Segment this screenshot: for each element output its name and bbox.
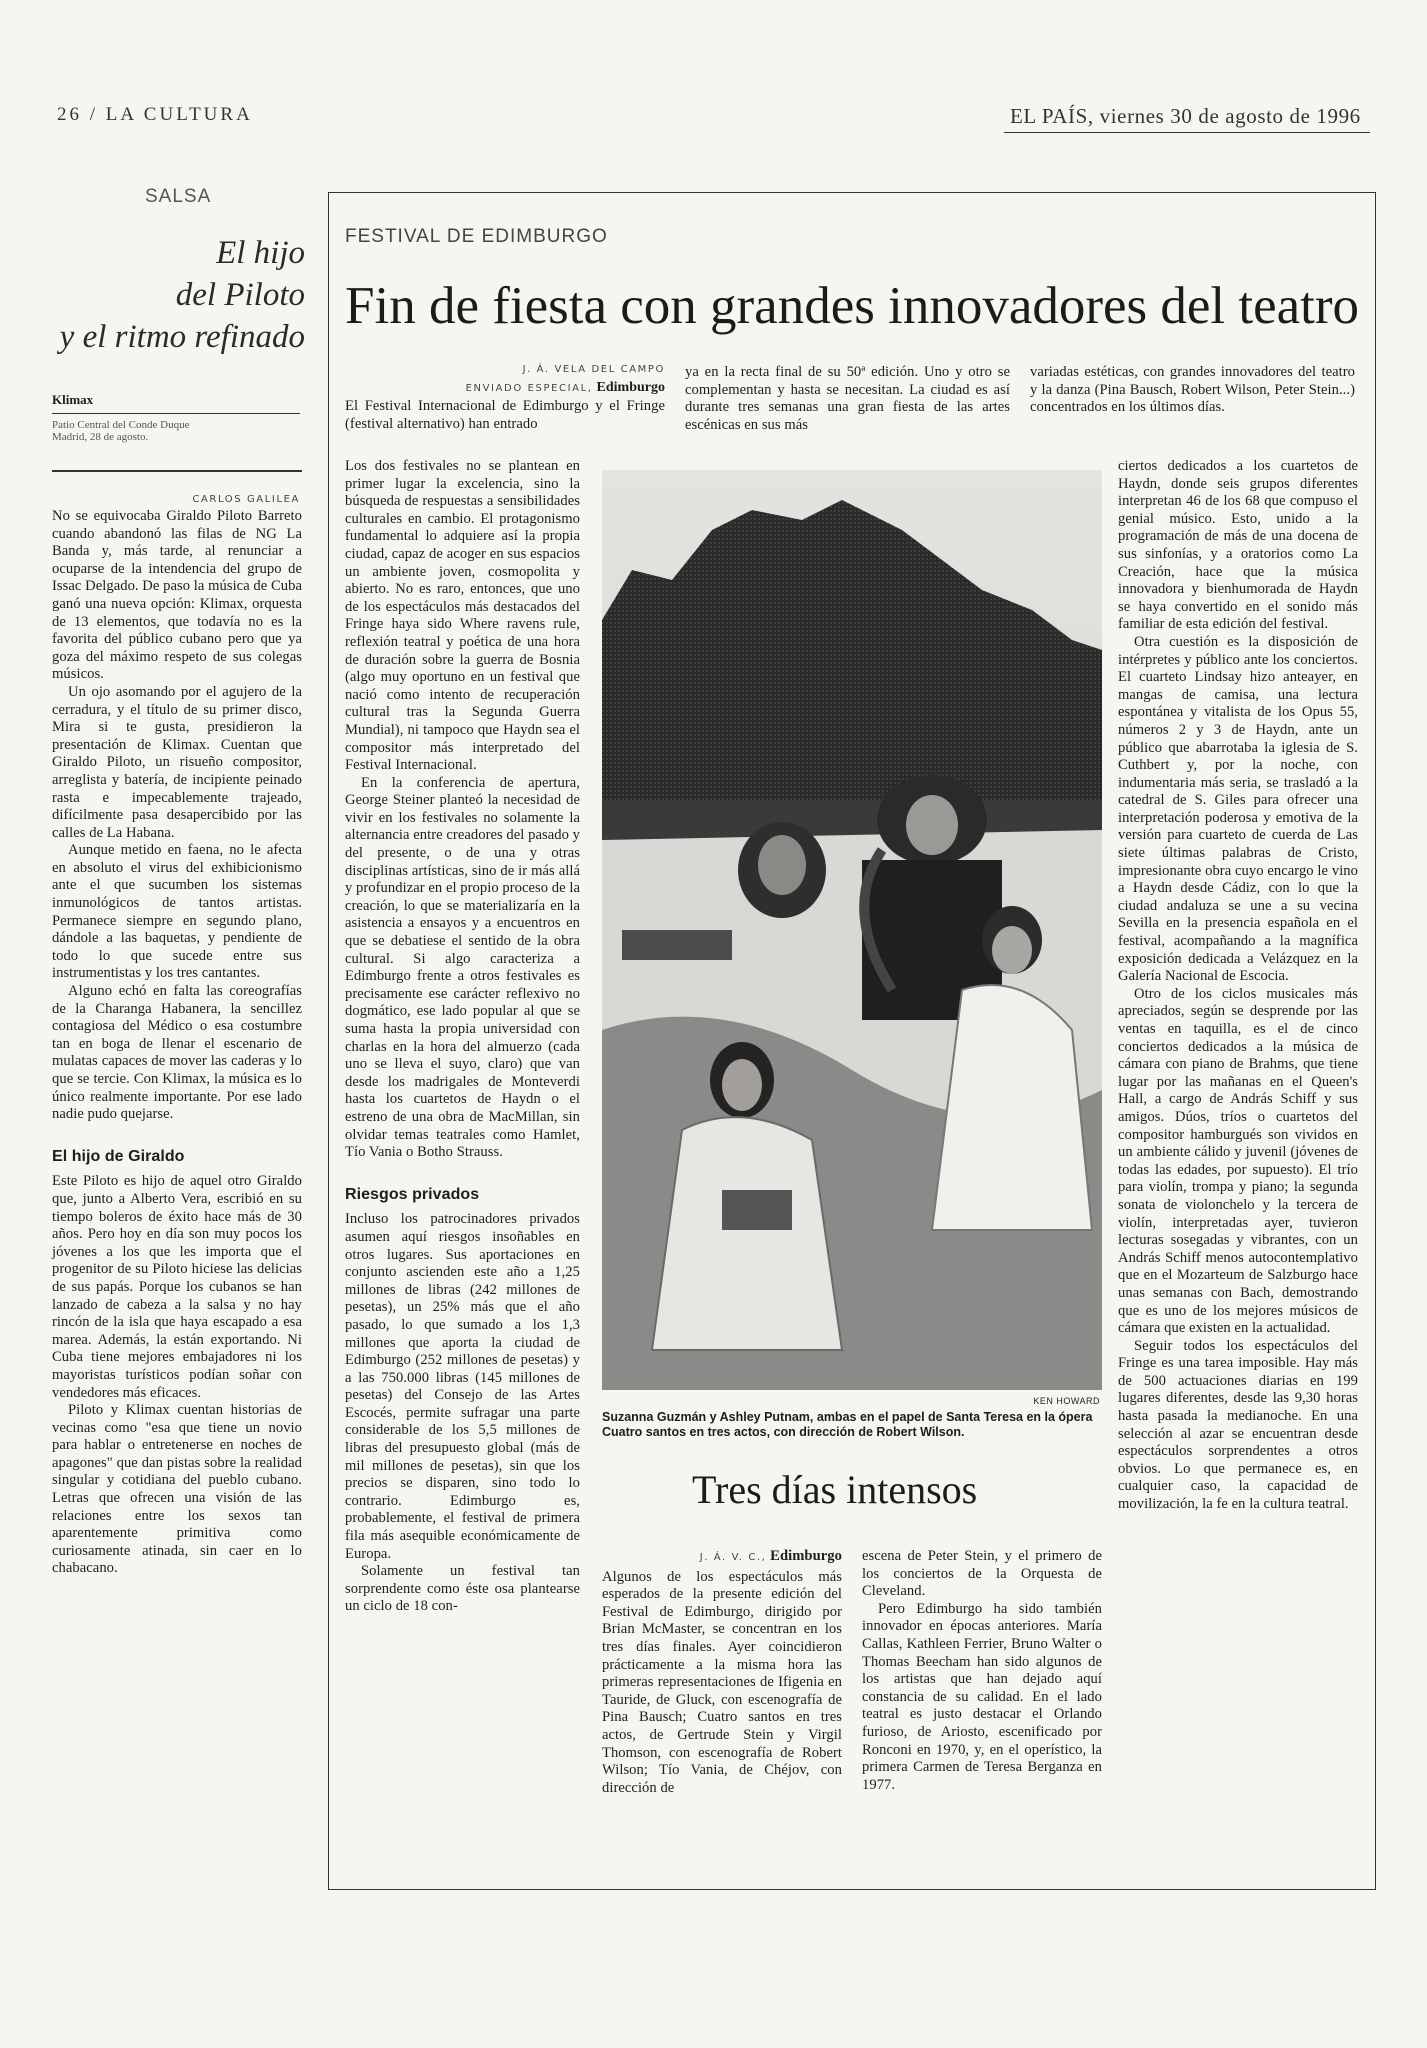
sidebar-paragraph: Este Piloto es hijo de aquel otro Giraldo que, junto a Alberto Vera, escribió en su tiempo boleros de éxito hace más de 30 años. Pero hoy en día son muy pocos los jóvenes a los que les importa que el progenitor de su Piloto hiciese las delicias de sus papás. Porque los cubanos se han lanzado de cabeza a la salsa y no hay rincón de la isla que haya escapado a esa marea. Además, la están exportando. Ni Cuba tiene mejores embajadores ni los mayoristas turísticos podían soñar con vendedores más eficaces. — [52, 1173, 302, 1401]
article-lead-part: El Festival Internacional de Edimburgo y el Fringe (festival alternativo) han entrado — [345, 398, 665, 432]
box-paragraph: Pero Edimburgo ha sido también innovador en épocas anteriores. María Callas, Kathleen Ferrier, Bruno Walter o Thomas Beecham han sido algunos de los artistas que han dejado aquí constancia de su calidad. En el lado teatral es justo destacar el Orlando furioso, de Ariosto, escenificado por Ronconi en 1970, y, en el operístico, la primera Carmen de Teresa Berganza en 1977. — [862, 1600, 1102, 1793]
record-rule — [52, 413, 300, 414]
box-column-2 — [862, 1548, 1102, 1794]
article-city: Edimburgo — [596, 380, 665, 395]
article-paragraph: En la conferencia de apertura, George Steiner planteó la necesidad de vivir en los festivales no solamente la alternancia entre creadores del pasado y del presente, o de una y otras disciplinas artísticas, sino de ir más allá y profundizar en el propio proceso de la creación, lo que se materializaría en la asistencia a ensayos y a encuentros en que se debatiese el sentido de la obra cultural. Si algo caracteriza a Edimburgo frente a otros festivales es precisamente ese carácter reflexivo no dogmático, ese lado popular al que se suma hasta la propia universidad con charlas en la hora del almuerzo (cada uno se lleva el suyo, claro) que van desde los madrigales de Monteverdi hasta los cuartetos de Haydn o el estreno de una obra de MacMillan, sin olvidar temas teatrales como Hamlet, Tío Vania o Botho Strauss. — [345, 774, 581, 1161]
sidebar-paragraph: Un ojo asomando por el agujero de la cerradura, y el título de su primer disco, Mira si te gusta, presidieron la presentación de Klimax. Cuentan que Giraldo Piloto, un risueño compositor, arreglista y batería, de incipiente peinado rasta e impecablemente trajeado, difícilmente pasa desapercibido por las calles de La Habana. — [52, 683, 302, 841]
article-paragraph: Seguir todos los espectáculos del Fringe es una tarea imposible. Hay más de 500 actuaciones diarias en 199 lugares diferentes, desde las 9,30 horas hasta pasada la medianoche. En una selección al azar se encuentran desde espectáculos sorprendentes a otros obvios. Lo que permanece es, en cualquier caso, la capacidad de movilización, la fe en la cultura teatral. — [1118, 1337, 1358, 1513]
sidebar-title-line-3: y el ritmo refinado — [59, 319, 305, 355]
record-date: Madrid, 28 de agosto. — [52, 431, 149, 443]
sidebar-paragraph: Piloto y Klimax cuentan historias de vecinas como "esa que tiene un novio para hablar o entretenerse en noches de apagones" que dan pistas sobre la realidad singular y cotidiana del pueblo cubano. Letras que ofrecen una visión de las relaciones entre los sexos tan aparentemente primitiva como curiosamente atinada, sin caer en lo chabacano. — [52, 1402, 302, 1577]
opera-photo — [602, 470, 1102, 1390]
sidebar-subhead: El hijo de Giraldo — [52, 1147, 185, 1165]
sidebar-paragraph: No se equivocaba Giraldo Piloto Barreto cuando abandonó las filas de NG La Banda y, más tarde, al renunciar a ocuparse de la intendencia del grupo de Issac Delgado. De paso la música de Cuba ganó una nueva opción: Klimax, orquesta de 13 elementos, que todavía no es la favorita del público cubano pero que ya goza del máximo respeto de sus colegas músicos. — [52, 508, 303, 683]
article-paragraph: Incluso los patrocinadores privados asumen aquí riesgos insoñables en otros lugares. Sus aportaciones en conjunto ascienden este año a 1,25 millones de libras (242 millones de pesetas), un 25% más que el año pasado, lo que sumado a los 1,3 millones que aporta la ciudad de Edimburgo (252 millones de pesetas) y a las 750.000 libras (145 millones de pesetas) del Consejo de las Artes Escocés, permite sufragar una parte considerable de los 5,5 millones de libras del presupuesto global (más de mil millones de pesetas), sin que los precios se disparen, sino todo lo contrario. Edimburgo es, probablemente, el festival de primera fila más asequible económicamente de Europa. — [345, 1211, 580, 1562]
record-info — [52, 392, 302, 443]
box-column-1 — [602, 1548, 842, 1797]
article-envoy: ENVIADO ESPECIAL, — [465, 383, 593, 394]
article-paragraph: Los dos festivales no se plantean en primer lugar la excelencia, sino la búsqueda de respuestas a sensibilidades culturales en cambio. El protagonismo fundamental lo adquiere así la propia ciudad, capaz de acoger en sus espacios un ambiente joven, cosmopolita y abierto. No es raro, entonces, que uno de los espectáculos más destacados del Fringe haya sido Where ravens rule, reflexión teatral y poética de una hora de duración sobre la guerra de Bosnia (algo muy oportuno en un festival que nació como intento de recuperación cultural tras la Segunda Guerra Mundial), ni tampoco que Haydn sea el compositor más interpretado del Festival Internacional. — [345, 458, 580, 774]
sidebar-paragraph: Alguno echó en falta las coreografías de la Charanga Habanera, la sencillez contagiosa del Médico o esa costumbre tan en boga de llenar el escenario de mulatas capaces de mover las caderas y lo que se tercie. Con Klimax, la música es lo único realmente importante. Por ese lado nadie pudo quejarse. — [52, 983, 302, 1123]
header-rule — [1004, 132, 1370, 133]
sidebar-title — [45, 232, 305, 358]
sidebar-title-line-1: El hijo — [216, 235, 305, 271]
record-venue: Patio Central del Conde Duque — [52, 419, 190, 431]
article-paragraph: Otro de los ciclos musicales más apreciados, según se desprende por las ventas en taquilla, es el de cinco conciertos dedicados a la música de cámara con piano de Brahms, que tiene lugar por las mañanas en el Queen's Hall, a cargo de András Schiff y sus amigos. Dúos, tríos o cuartetos del compositor hamburgués son vividos en un ambiente cálido y juvenil (jóvenes de todas las edades, por supuesto). El trío para violín, trompa y piano; la segunda sonata de violonchelo y la tercera de violín, interpretadas ayer, tuvieron lecturas sosegadas y vibrantes, con un András Schiff menos autocontemplativo que en el Mozarteum de Salzburgo hace unas semanas con Bach, demostrando que es uno de los mejores músicos de cámara que existen en la actualidad. — [1118, 985, 1358, 1337]
photo-caption: Suzanna Guzmán y Ashley Putnam, ambas en el papel de Santa Teresa en la ópera Cuatro santos en tres actos, con dirección de Robert Wilson. — [602, 1410, 1093, 1439]
box-paragraph: escena de Peter Stein, y el primero de los conciertos de la Orquesta de Cleveland. — [862, 1548, 1102, 1600]
article-column-1 — [345, 458, 580, 1616]
box-city: Edimburgo — [770, 1548, 842, 1564]
article-subhead: Riesgos privados — [345, 1185, 480, 1203]
page-header-left: 26 / LA CULTURA — [57, 104, 253, 125]
photo-illustration — [602, 470, 1102, 1390]
article-paragraph: ciertos dedicados a los cuartetos de Haydn, donde seis grupos diferentes interpretan 46 de los 68 que compuso el genial músico. Esto, unido a la programación de más de una docena de sus sinfonías, y a oratorios como La Creación, hace que la música innovadora y bienhumorada de Haydn se haya convertido en el sonido más familiar de esta edición del festival. — [1118, 458, 1358, 633]
box-paragraph: Algunos de los espectáculos más esperados de la presente edición del Festival de Edimburgo, dirigido por Brian McMaster, se concentran en los tres días finales. Ayer coincidieron prácticamente a la misma hora las primeras representaciones de Ifigenia en Tauride, de Gluck, con escenografía de Pina Bausch; Cuatro santos en tres actos, de Gertrude Stein y Virgil Thomson, con escenografía de Robert Wilson; Tío Vania, de Chéjov, con dirección de — [602, 1568, 842, 1796]
sidebar-paragraph: Aunque metido en faena, no le afecta en absoluto el virus del exhibicionismo ante el que sucumben los sistemas inmunológicos de tantos artistas. Permanece siempre en segundo plano, dándole a las baquetas, y pendiente de todo lo que sucede entre sus instrumentistas y los tres cantantes. — [52, 842, 302, 982]
article-byline-block — [345, 364, 665, 433]
box-author: J. Á. V. C., — [699, 1552, 767, 1563]
page-header-right: EL PAÍS, viernes 30 de agosto de 1996 — [1010, 104, 1361, 128]
box-title: Tres días intensos — [692, 1467, 978, 1512]
article-lead-part: variadas estéticas, con grandes innovadores del teatro y la danza (Pina Bausch, Robert Wilson, Peter Stein...) concentrados en los últimos días. — [1030, 364, 1355, 416]
article-column-4 — [1118, 458, 1358, 1514]
sidebar-title-line-2: del Piloto — [175, 277, 305, 313]
photo-credit: KEN HOWARD — [1033, 1396, 1100, 1406]
sidebar-byline: CARLOS GALILEA — [192, 494, 300, 505]
sidebar-body — [52, 508, 302, 1578]
article-kicker: FESTIVAL DE EDIMBURGO — [345, 226, 608, 247]
record-name: Klimax — [52, 392, 94, 407]
article-headline: Fin de fiesta con grandes innovadores del teatro — [345, 277, 1360, 335]
sidebar-rule — [52, 470, 302, 472]
article-paragraph: Otra cuestión es la disposición de intérpretes y público ante los conciertos. El cuarteto Lindsay hizo anteayer, en mangas de camisa, una lectura espontánea y vitalista de los Opus 55, números 2 y 3 de Haydn, ante un público que abarrotaba la iglesia de S. Cuthbert y, por la noche, con indumentaria más seria, se trasladó a la catedral de S. Giles para ofrecer una interpretación poderosa y emotiva de la versión para cuarteto de cuerda de Las siete últimas palabras de Cristo, impresionante obra cuyo encargo le vino a Haydn desde Cádiz, con lo que la ciudad andaluza se une a su vecina Sevilla en la presencia española en el festival, acompañando a la magnífica exposición dedicada a Velázquez en la Galería Nacional de Escocia. — [1118, 633, 1358, 985]
sidebar-section-label: SALSA — [145, 186, 212, 207]
box-byline — [602, 1548, 842, 1567]
article-lead-part: ya en la recta final de su 50ª edición. Uno y otro se complementan y hasta se necesitan. La ciudad es así durante tres semanas una gran fiesta de las artes escénicas en sus más — [685, 364, 1010, 433]
article-paragraph: Solamente un festival tan sorprendente como éste osa plantearse un ciclo de 18 con- — [345, 1563, 580, 1615]
article-envoy-line — [345, 378, 665, 396]
article-author: J. Á. VELA DEL CAMPO — [522, 364, 665, 375]
